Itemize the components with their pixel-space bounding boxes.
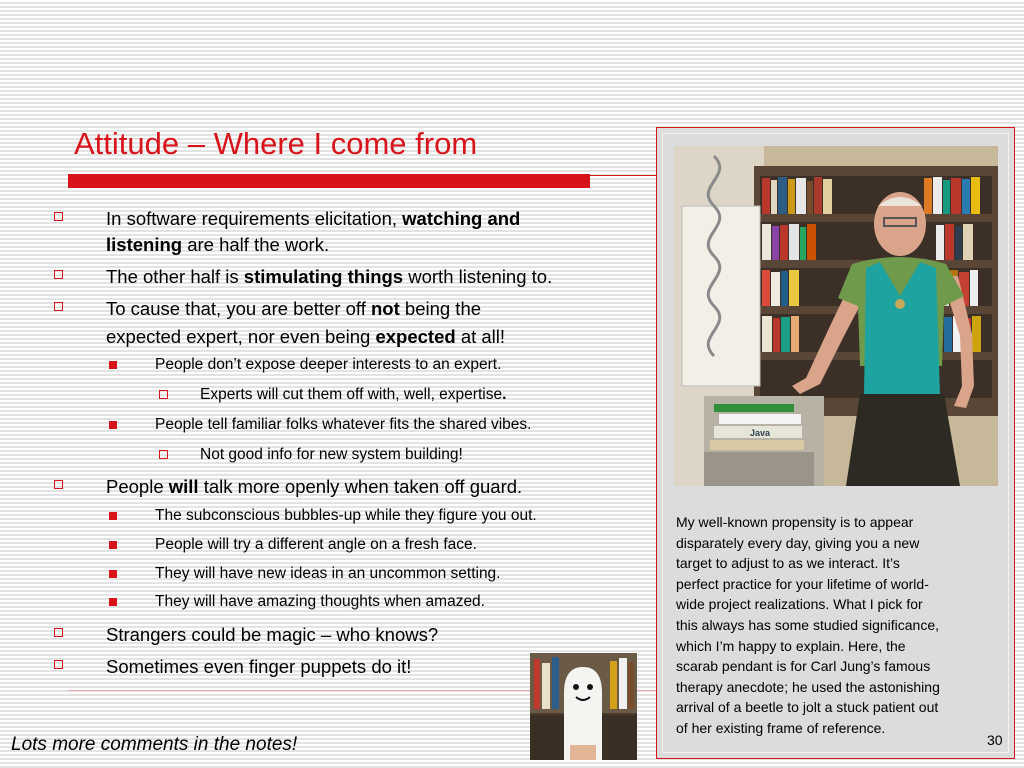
hollow-square-bullet-icon: [54, 480, 63, 489]
caption-line: scarab pendant is for Carl Jung’s famous: [676, 658, 931, 675]
filled-square-bullet-icon: [109, 421, 117, 429]
bullet-text-line: listening are half the work.: [106, 234, 330, 255]
title-underline-bar: [68, 174, 590, 188]
filled-square-bullet-icon: [109, 570, 117, 578]
photo-caption: [676, 512, 1006, 739]
bullet-text-line: Experts will cut them off with, well, expertise.: [200, 386, 507, 403]
hollow-square-bullet-icon: [54, 660, 63, 669]
bullet-text-line: expected expert, nor even being expected at all!: [106, 326, 506, 347]
caption-line: which I’m happy to explain. Here, the: [676, 637, 906, 654]
book-spine-label: Java: [750, 428, 771, 438]
hollow-square-bullet-icon: [54, 628, 63, 637]
filled-square-bullet-icon: [109, 361, 117, 369]
bullet-text-line: They will have amazing thoughts when amazed.: [155, 593, 485, 610]
bullet-text-line: Sometimes even finger puppets do it!: [106, 656, 412, 677]
bullet-text-line: The other half is stimulating things worth listening to.: [106, 266, 553, 287]
caption-line: of her existing frame of reference.: [676, 719, 886, 736]
hollow-square-bullet-icon: [54, 302, 63, 311]
presenter-photo: [674, 146, 998, 486]
finger-puppet-photo: [530, 653, 637, 760]
bullet-text-line: In software requirements elicitation, watching and: [106, 208, 521, 229]
hollow-square-bullet-icon: [159, 450, 168, 459]
slide-number: 30: [987, 732, 1003, 748]
bullet-text-line: People don’t expose deeper interests to an expert.: [155, 356, 502, 373]
caption-line: My well-known propensity is to appear: [676, 514, 914, 530]
filled-square-bullet-icon: [109, 512, 117, 520]
caption-line: wide project realizations. What I pick for: [676, 596, 923, 613]
hollow-square-bullet-icon: [54, 270, 63, 279]
caption-line: arrival of a beetle to jolt a stuck patient out: [676, 699, 939, 716]
bullet-text-line: People will try a different angle on a fresh face.: [155, 536, 477, 553]
caption-line: disparately every day, giving you a new: [676, 534, 920, 551]
bullet-text-line: Not good info for new system building!: [200, 446, 463, 463]
filled-square-bullet-icon: [109, 598, 117, 606]
caption-line: therapy anecdote; he used the astonishing: [676, 678, 940, 695]
hollow-square-bullet-icon: [159, 390, 168, 399]
bullet-text-line: They will have new ideas in an uncommon setting.: [155, 565, 501, 582]
presenter-photo-illustration: [674, 146, 998, 486]
bullet-text-line: To cause that, you are better off not being the: [106, 298, 482, 319]
bullet-text-line: Strangers could be magic – who knows?: [106, 624, 439, 645]
finger-puppet-illustration: [530, 653, 637, 760]
bullet-text-line: People will talk more openly when taken off guard.: [106, 476, 523, 497]
hollow-square-bullet-icon: [54, 212, 63, 221]
caption-line: this always has some studied significance,: [676, 616, 940, 633]
bullet-text-line: The subconscious bubbles-up while they figure you out.: [155, 507, 537, 524]
footer-note: Lots more comments in the notes!: [11, 734, 298, 755]
caption-line: perfect practice for your lifetime of world-: [676, 575, 929, 592]
caption-line: target to adjust to as we interact. It’s: [676, 555, 900, 572]
slide-title: Attitude – Where I come from: [74, 126, 478, 161]
bullet-text-line: People tell familiar folks whatever fits the shared vibes.: [155, 416, 532, 433]
filled-square-bullet-icon: [109, 541, 117, 549]
